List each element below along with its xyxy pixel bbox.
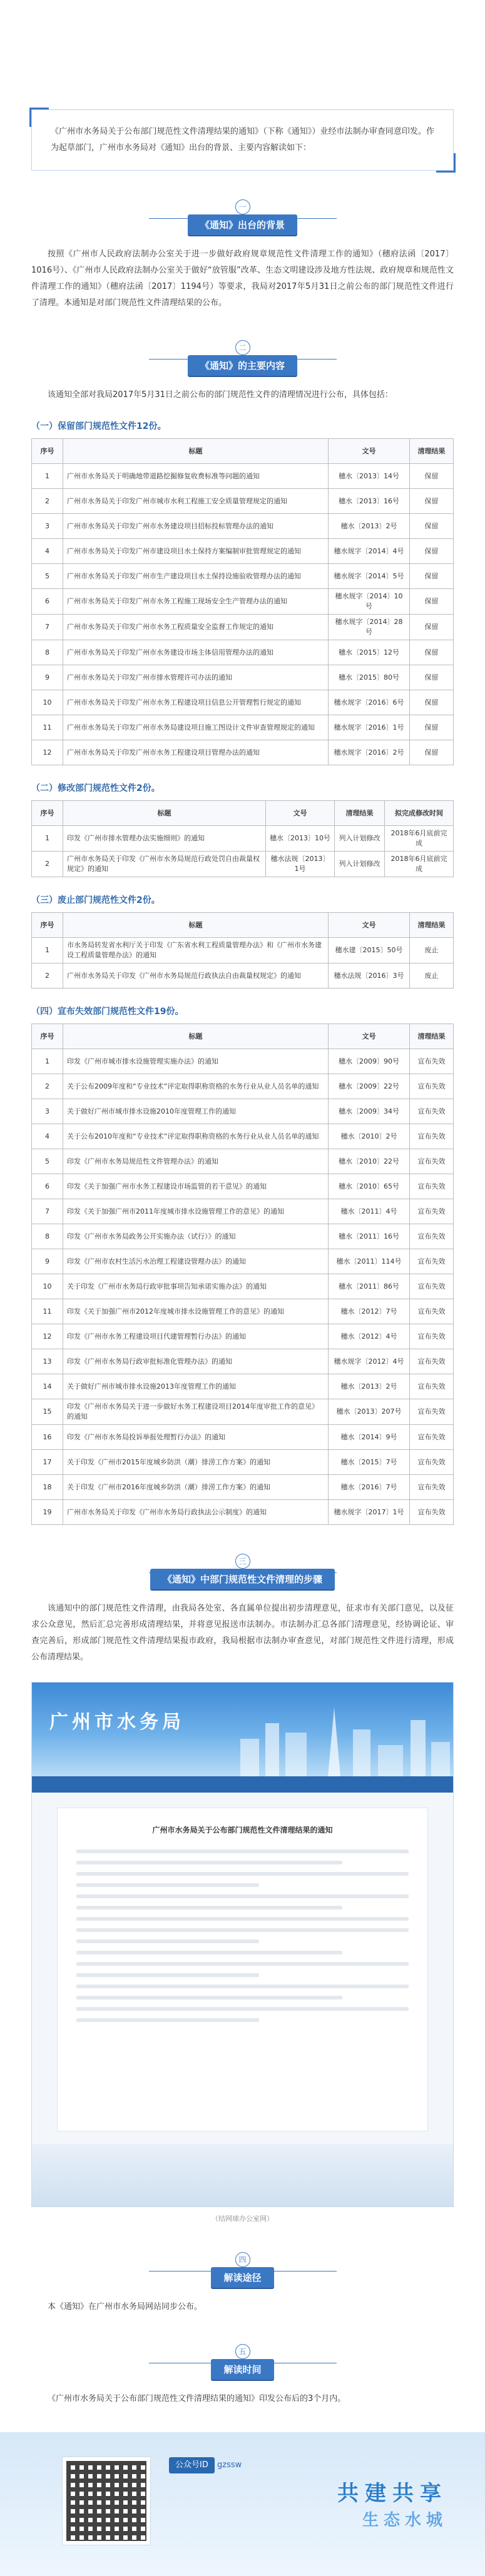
cell-result: 保留 (410, 665, 454, 690)
cell-doc: 穗水〔2011〕16号 (329, 1224, 410, 1249)
qr-code (63, 2457, 150, 2545)
cell-result: 保留 (410, 514, 454, 539)
cell-result: 宣布失效 (410, 1299, 454, 1324)
cell-result: 保留 (410, 489, 454, 514)
cell-result: 宣布失效 (410, 1450, 454, 1475)
cell-title: 印发《关于加强广州市2012年度城市排水设施管理工作的意见》的通知 (63, 1299, 329, 1324)
website-article (57, 1808, 428, 2131)
cell-title: 关于印发《广州市2015年度城乡防洪（潮）排涝工作方案》的通知 (63, 1450, 329, 1475)
cell-doc: 穗水〔2015〕80号 (329, 665, 410, 690)
cell-seq: 13 (32, 1349, 63, 1374)
website-nav (32, 1776, 453, 1793)
table-row (32, 589, 454, 615)
cell-doc: 穗水〔2015〕12号 (329, 640, 410, 665)
cell-result: 保留 (410, 464, 454, 489)
table-row (32, 852, 454, 877)
cell-doc: 穗水法规〔2013〕1号 (266, 852, 335, 877)
table-row (32, 715, 454, 740)
cell-doc: 穗水〔2016〕7号 (329, 1475, 410, 1500)
cell-title: 关于公布2010年度和“专业技术”评定取得职称资格的水务行业从业人员名单的通知 (63, 1124, 329, 1149)
section-title: 《通知》中部门规范性文件清理的步骤 (150, 1569, 335, 1589)
section-title: 《通知》的主要内容 (188, 355, 297, 376)
section-number: 五 (235, 2344, 250, 2359)
cell-result: 保留 (410, 589, 454, 615)
cell-doc: 穗水〔2009〕34号 (329, 1099, 410, 1124)
cell-result: 宣布失效 (410, 1324, 454, 1349)
intro-text: 《广州市水务局关于公布部门规范性文件清理结果的通知》（下称《通知》）业经市法制办审查同意印发。作为起草部门，广州市水务局对《通知》出台的背景、主要内容解读如下： (51, 127, 434, 153)
cell-result: 宣布失效 (410, 1249, 454, 1274)
table-row (32, 1425, 454, 1450)
table-row (32, 938, 454, 963)
cell-seq: 7 (32, 1199, 63, 1224)
account-label: 公众号ID (169, 2457, 215, 2473)
cell-plan: 2018年6月底前完成 (385, 826, 454, 852)
cell-seq: 2 (32, 852, 63, 877)
th-seq: 序号 (32, 439, 63, 464)
table-row (32, 1224, 454, 1249)
cell-result: 保留 (410, 740, 454, 765)
section-title: 解读途径 (211, 2267, 273, 2288)
cell-title: 印发《广州市城市排水设施管理实施办法》的通知 (63, 1049, 329, 1074)
cell-doc: 穗水规字〔2016〕2号 (329, 740, 410, 765)
cell-seq: 12 (32, 1324, 63, 1349)
document-page (0, 109, 485, 2576)
table-row (32, 665, 454, 690)
cell-result: 宣布失效 (410, 1374, 454, 1399)
cell-result: 宣布失效 (410, 1399, 454, 1425)
section-head-channel (0, 2252, 485, 2288)
cell-title: 印发《广州市排水管理办法实施细则》的通知 (63, 826, 266, 852)
section-head-background (0, 199, 485, 235)
cell-doc: 穗水〔2009〕90号 (329, 1049, 410, 1074)
cell-seq: 6 (32, 1174, 63, 1199)
cell-seq: 11 (32, 1299, 63, 1324)
cell-doc: 穗水规字〔2017〕1号 (329, 1500, 410, 1525)
cell-result: 宣布失效 (410, 1500, 454, 1525)
cell-seq: 2 (32, 963, 63, 989)
cell-seq: 6 (32, 589, 63, 615)
cell-title: 广州市水务局关于印发广州市排水管理许可办法的通知 (63, 665, 329, 690)
cell-title: 广州市水务局关于印发广州市城市水利工程施工安全质量管理规定的通知 (63, 489, 329, 514)
cell-result: 宣布失效 (410, 1099, 454, 1124)
th-title: 标题 (63, 439, 329, 464)
cell-doc: 穗水规字〔2014〕10号 (329, 589, 410, 615)
steps-text: 该通知中的部门规范性文件清理，由我局各处室、各直属单位提出初步清理意见，征求市有关部门意见，以及征求公众意见，然后汇总完善形成清理结果，并将意见报送市法制办。市法制办汇总各部门清理意见，经协调论证、审查完善后，形成部门规范性文件清理结果报市政府，我局根据市法制办审查意见，对部门规范性文件进行清理，形成公布清理结果。 (31, 1604, 454, 1662)
th-plan: 拟完成修改时间 (385, 801, 454, 826)
cell-result: 宣布失效 (410, 1349, 454, 1374)
cell-seq: 8 (32, 640, 63, 665)
cell-seq: 17 (32, 1450, 63, 1475)
cell-seq: 4 (32, 1124, 63, 1149)
cell-result: 宣布失效 (410, 1074, 454, 1099)
cell-result: 宣布失效 (410, 1049, 454, 1074)
th-title: 标题 (63, 1024, 329, 1049)
cell-result: 废止 (410, 963, 454, 989)
table-row (32, 963, 454, 989)
cell-seq: 9 (32, 1249, 63, 1274)
table-row (32, 1450, 454, 1475)
slogan-secondary: 生态水城 (362, 2511, 447, 2530)
cell-title: 市水务局转发省水利厅关于印发《广东省水利工程质量管理办法》和《广州市水务建设工程质量管理办法》的通知 (63, 938, 329, 963)
cell-doc: 穗水〔2012〕4号 (329, 1324, 410, 1349)
th-result: 清理结果 (410, 439, 454, 464)
table-row (32, 464, 454, 489)
cell-title: 关于公布2009年度和“专业技术”评定取得职称资格的水务行业从业人员名单的通知 (63, 1074, 329, 1099)
cell-seq: 19 (32, 1500, 63, 1525)
cell-seq: 10 (32, 1274, 63, 1299)
cell-result: 宣布失效 (410, 1274, 454, 1299)
cell-doc: 穗水规字〔2012〕4号 (329, 1349, 410, 1374)
website-screenshot (31, 1682, 454, 2207)
cell-title: 印发《广州市水务局关于进一步做好水务工程建设项目2014年度审批工作的意见》的通知 (63, 1399, 329, 1425)
cell-result: 宣布失效 (410, 1149, 454, 1174)
cell-title: 印发《广州市水务工程建设项目代建管理暂行办法》的通知 (63, 1324, 329, 1349)
cell-doc: 穗水〔2013〕2号 (329, 514, 410, 539)
cell-result: 宣布失效 (410, 1425, 454, 1450)
cell-title: 广州市水务局关于印发《广州市水务局规范行政处罚自由裁量权规定》的通知 (63, 852, 266, 877)
cell-title: 印发《广州市水务局投诉举报处理暂行办法》的通知 (63, 1425, 329, 1450)
table-row (32, 826, 454, 852)
table-row (32, 1199, 454, 1224)
cell-title: 关于做好广州市城市排水设施2013年度管理工作的通知 (63, 1374, 329, 1399)
table-row (32, 1374, 454, 1399)
account-id: gzssw (217, 2460, 242, 2470)
th-doc: 文号 (329, 439, 410, 464)
cell-result: 保留 (410, 715, 454, 740)
th-result: 清理结果 (335, 801, 385, 826)
wechat-account (169, 2457, 242, 2473)
cell-seq: 1 (32, 1049, 63, 1074)
table-row (32, 1174, 454, 1199)
cell-doc: 穗水〔2013〕14号 (329, 464, 410, 489)
cell-seq: 9 (32, 665, 63, 690)
retain-table (31, 438, 454, 765)
table-row (32, 514, 454, 539)
cell-seq: 1 (32, 464, 63, 489)
screenshot-caption: （结网球办公室网） (212, 2215, 273, 2223)
cell-title: 广州市水务局关于印发广州市水务工程建设项目管理办法的通知 (63, 740, 329, 765)
cell-result: 废止 (410, 938, 454, 963)
table-row (32, 1149, 454, 1174)
cell-doc: 穗水〔2013〕207号 (329, 1399, 410, 1425)
slogan-primary: 共建共享 (337, 2481, 447, 2506)
background-text: 按照《广州市人民政府法制办公室关于进一步做好政府规章规范性文件清理工作的通知》（穗府法函〔2017〕1016号）、《广州市人民政府法制办公室关于做好“放管服”改革、生态文明建设涉及地方性法规、政府规章和规范性文件清理工作的通知》（穗府法函〔2017〕1194号）等要求，我局对2017年5月31日之前公布的部门规范性文件进行了清理。本通知是对部门规范性文件清理结果的公布。 (31, 249, 454, 308)
cell-doc: 穗水〔2011〕114号 (329, 1249, 410, 1274)
cell-seq: 2 (32, 1074, 63, 1099)
cell-title: 印发《广州市农村生活污水治理工程建设管理办法》的通知 (63, 1249, 329, 1274)
cell-title: 广州市水务局关于印发广州市建设项目水土保持方案编制审批管理规定的通知 (63, 539, 329, 564)
cell-title: 关于做好广州市城市排水设施2010年度管理工作的通知 (63, 1099, 329, 1124)
cell-title: 广州市水务局关于印发《广州市水务局规范行政执法自由裁量权规定》的通知 (63, 963, 329, 989)
table-row (32, 640, 454, 665)
section-title: 解读时间 (211, 2359, 273, 2380)
cell-doc: 穗水规字〔2014〕4号 (329, 539, 410, 564)
cell-title: 广州市水务局关于印发广州市水务局建设项目施工图设计文件审查管理规定的通知 (63, 715, 329, 740)
abolish-heading: （三）废止部门规范性文件2份。 (31, 895, 160, 905)
website-footer (32, 2144, 453, 2206)
th-seq: 序号 (32, 913, 63, 938)
cell-seq: 18 (32, 1475, 63, 1500)
cell-seq: 11 (32, 715, 63, 740)
th-seq: 序号 (32, 1024, 63, 1049)
cell-seq: 7 (32, 615, 63, 640)
cell-doc: 穗水〔2014〕9号 (329, 1425, 410, 1450)
cell-result: 列入计划修改 (335, 826, 385, 852)
section-number: 三 (235, 1554, 250, 1569)
abolish-table (31, 912, 454, 989)
expired-table (31, 1024, 454, 1525)
section-number: 四 (235, 2252, 250, 2267)
table-row (32, 1249, 454, 1274)
table-row (32, 1500, 454, 1525)
cell-title: 广州市水务局关于明确地带道路挖掘修复收费标准等问题的通知 (63, 464, 329, 489)
cell-doc: 穗水规字〔2016〕1号 (329, 715, 410, 740)
th-seq: 序号 (32, 801, 63, 826)
section-head-content (0, 340, 485, 376)
cell-doc: 穗水〔2013〕10号 (266, 826, 335, 852)
cell-seq: 2 (32, 489, 63, 514)
cell-seq: 1 (32, 938, 63, 963)
section-number: 二 (235, 340, 250, 355)
cell-result: 宣布失效 (410, 1124, 454, 1149)
cell-doc: 穗水规字〔2016〕6号 (329, 690, 410, 715)
modify-heading: （二）修改部门规范性文件2份。 (31, 783, 160, 793)
table-row (32, 1299, 454, 1324)
table-row (32, 1349, 454, 1374)
table-row (32, 1074, 454, 1099)
cell-result: 保留 (410, 690, 454, 715)
cell-result: 宣布失效 (410, 1174, 454, 1199)
th-title: 标题 (63, 913, 329, 938)
table-row (32, 1475, 454, 1500)
cell-seq: 12 (32, 740, 63, 765)
cell-result: 列入计划修改 (335, 852, 385, 877)
cell-title: 印发《广州市水务局规范性文件管理办法》的通知 (63, 1149, 329, 1174)
th-result: 清理结果 (410, 1024, 454, 1049)
cell-doc: 穗水规字〔2014〕28号 (329, 615, 410, 640)
section-head-steps (0, 1554, 485, 1589)
cell-doc: 穗水〔2010〕22号 (329, 1149, 410, 1174)
cell-doc: 穗水〔2013〕2号 (329, 1374, 410, 1399)
cell-title: 印发《广州市水务局政务公开实施办法（试行）》的通知 (63, 1224, 329, 1249)
table-row (32, 615, 454, 640)
cell-seq: 8 (32, 1224, 63, 1249)
expired-heading: （四）宣布失效部门规范性文件19份。 (31, 1007, 184, 1017)
cell-seq: 1 (32, 826, 63, 852)
cell-seq: 15 (32, 1399, 63, 1425)
cell-seq: 10 (32, 690, 63, 715)
th-doc: 文号 (329, 1024, 410, 1049)
website-article-title: 广州市水务局关于公布部门规范性文件清理结果的通知 (152, 1826, 333, 1834)
cell-doc: 穗水〔2011〕86号 (329, 1274, 410, 1299)
cell-title: 广州市水务局关于印发广州市生产建设项目水土保持设施验收管理办法的通知 (63, 564, 329, 589)
cell-seq: 3 (32, 1099, 63, 1124)
channel-text: 本《通知》在广州市水务局网站同步公布。 (48, 2302, 203, 2312)
cell-result: 保留 (410, 564, 454, 589)
cell-result: 宣布失效 (410, 1199, 454, 1224)
cell-result: 保留 (410, 539, 454, 564)
intro-box (31, 109, 454, 171)
retain-heading: （一）保留部门规范性文件12份。 (31, 421, 166, 431)
cell-title: 关于印发《广州市水务局行政审批事项告知承诺实施办法》的通知 (63, 1274, 329, 1299)
website-logo: 广州市水务局 (49, 1711, 185, 1733)
content-text: 该通知全部对我局2017年5月31日之前公布的部门规范性文件的清理情况进行公布，具体包括： (48, 390, 393, 400)
section-head-time (0, 2344, 485, 2380)
cell-title: 广州市水务局关于印发广州市水务建设项目招标投标管理办法的通知 (63, 514, 329, 539)
cell-doc: 穗水〔2012〕7号 (329, 1299, 410, 1324)
modify-table (31, 800, 454, 877)
cell-doc: 穗水〔2013〕16号 (329, 489, 410, 514)
cell-doc: 穗水规字〔2014〕5号 (329, 564, 410, 589)
th-result: 清理结果 (410, 913, 454, 938)
section-number: 一 (235, 199, 250, 214)
cell-result: 保留 (410, 615, 454, 640)
cell-seq: 5 (32, 1149, 63, 1174)
table-row (32, 1274, 454, 1299)
cell-title: 广州市水务局关于印发广州市水务建设市场主体信用管理办法的通知 (63, 640, 329, 665)
table-row (32, 564, 454, 589)
cell-seq: 14 (32, 1374, 63, 1399)
cell-result: 宣布失效 (410, 1475, 454, 1500)
cell-doc: 穗水建〔2015〕50号 (329, 938, 410, 963)
table-row (32, 1049, 454, 1074)
cell-doc: 穗水〔2010〕2号 (329, 1124, 410, 1149)
cell-title: 印发《关于加强广州市水务工程建设市场监管的若干意见》的通知 (63, 1174, 329, 1199)
th-doc: 文号 (329, 913, 410, 938)
cell-seq: 4 (32, 539, 63, 564)
th-title: 标题 (63, 801, 266, 826)
cell-title: 广州市水务局关于印发广州市水务工程建设项目信息公开管理暂行规定的通知 (63, 690, 329, 715)
cell-seq: 5 (32, 564, 63, 589)
table-row (32, 1324, 454, 1349)
table-row (32, 1399, 454, 1425)
time-text: 《广州市水务局关于公布部门规范性文件清理结果的通知》印发公布后的3个月内。 (48, 2394, 346, 2403)
cell-title: 广州市水务局关于印发广州市水务工程施工现场安全生产管理办法的通知 (63, 589, 329, 615)
cell-doc: 穗水〔2009〕22号 (329, 1074, 410, 1099)
cell-result: 保留 (410, 640, 454, 665)
cell-title: 印发《广州市水务局行政审批标准化管理办法》的通知 (63, 1349, 329, 1374)
cell-title: 关于印发《广州市2016年度城乡防洪（潮）排涝工作方案》的通知 (63, 1475, 329, 1500)
table-row (32, 740, 454, 765)
th-doc: 文号 (266, 801, 335, 826)
cell-doc: 穗水〔2015〕7号 (329, 1450, 410, 1475)
table-row (32, 1099, 454, 1124)
table-row (32, 690, 454, 715)
website-header (32, 1683, 453, 1776)
cell-title: 广州市水务局关于印发《广州市水务局行政执法公示制度》的通知 (63, 1500, 329, 1525)
closing-banner (0, 2432, 485, 2576)
cell-title: 印发《关于加强广州市2011年度城市排水设施管理工作的意见》的通知 (63, 1199, 329, 1224)
cell-plan: 2018年6月底前完成 (385, 852, 454, 877)
table-row (32, 539, 454, 564)
cell-doc: 穗水法规〔2016〕3号 (329, 963, 410, 989)
cell-seq: 3 (32, 514, 63, 539)
table-row (32, 489, 454, 514)
cell-title: 广州市水务局关于印发广州市水务工程质量安全监督工作规定的通知 (63, 615, 329, 640)
cell-result: 宣布失效 (410, 1224, 454, 1249)
section-title: 《通知》出台的背景 (188, 214, 297, 235)
cell-doc: 穗水〔2010〕65号 (329, 1174, 410, 1199)
table-row (32, 1124, 454, 1149)
skyline-illustration (228, 1701, 453, 1776)
cell-doc: 穗水〔2011〕4号 (329, 1199, 410, 1224)
cell-seq: 16 (32, 1425, 63, 1450)
